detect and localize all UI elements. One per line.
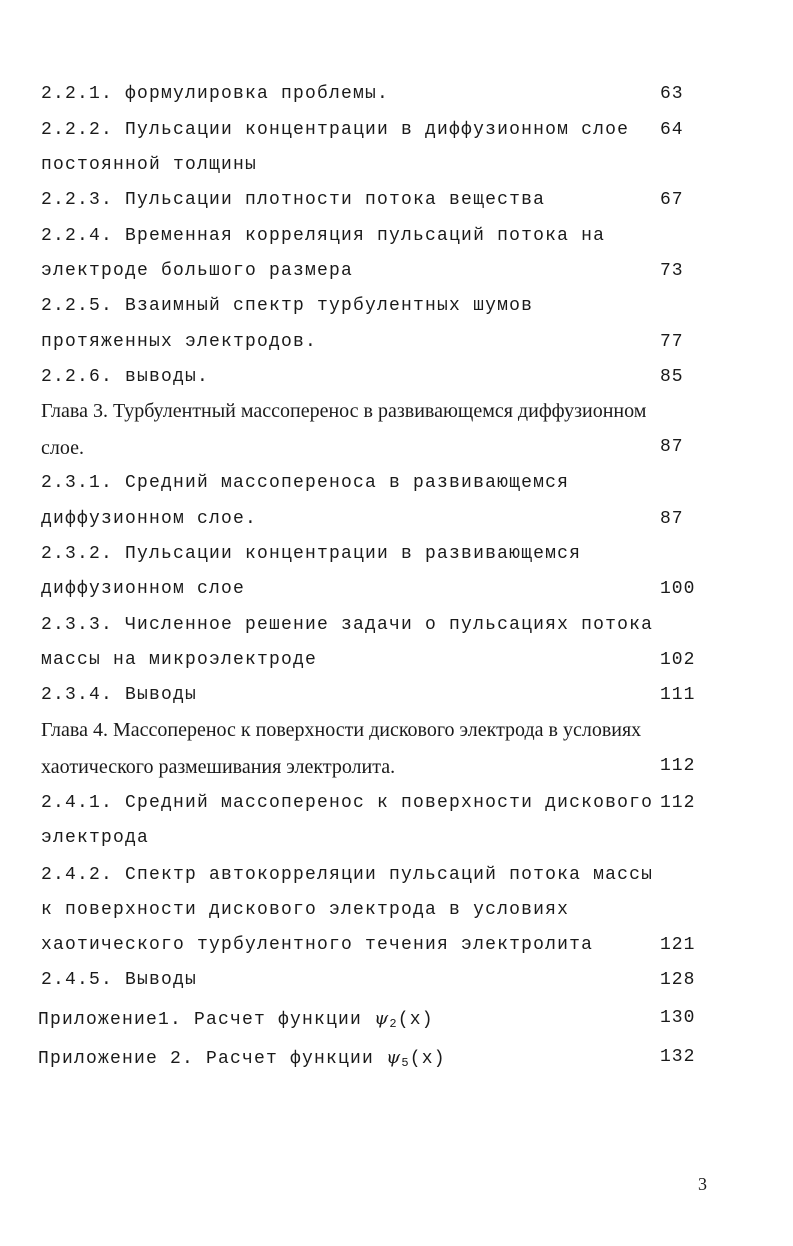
psi-subscript: 5 <box>401 1056 410 1070</box>
toc-entry-2-3-1-cont: диффузионном слое. <box>41 509 258 529</box>
toc-entry-2-2-2-cont: постоянной толщины <box>41 155 258 175</box>
toc-page-2-4-2: 121 <box>660 935 696 955</box>
appendix-2-prefix: Приложение 2. Расчет функции <box>38 1049 387 1069</box>
toc-page-2-2-2: 64 <box>660 120 684 140</box>
toc-entry-2-4-2: 2.4.2. Спектр автокорреляции пульсаций потока массы <box>41 865 654 885</box>
appendix-1-suffix: (x) <box>397 1010 434 1030</box>
toc-page-2-2-6: 85 <box>660 367 684 387</box>
toc-page-2-2-5: 77 <box>660 332 684 352</box>
toc-entry-2-4-1-cont: электрода <box>41 828 150 848</box>
toc-page-2-3-1: 87 <box>660 509 684 529</box>
toc-chapter-4: Глава 4. Массоперенос к поверхности дискового электрода в условиях <box>41 719 642 741</box>
toc-chapter-3: Глава 3. Турбулентный массоперенос в развивающемся диффузионном <box>41 400 647 422</box>
toc-page-2-3-2: 100 <box>660 579 696 599</box>
toc-page-2-3-3: 102 <box>660 650 696 670</box>
toc-entry-2-4-2-cont2: хаотического турбулентного течения электролита <box>41 935 594 955</box>
toc-page-chapter-3: 87 <box>660 437 684 457</box>
toc-entry-2-2-1: 2.2.1. формулировка проблемы. <box>41 84 390 104</box>
toc-entry-2-2-5: 2.2.5. Взаимный спектр турбулентных шумов <box>41 296 534 316</box>
toc-page-chapter-4: 112 <box>660 756 696 776</box>
toc-page-2-2-1: 63 <box>660 84 684 104</box>
toc-entry-2-4-5: 2.4.5. Выводы <box>41 970 198 990</box>
toc-entry-2-3-3: 2.3.3. Численное решение задачи о пульсациях потока <box>41 615 654 635</box>
toc-page-appendix-2: 132 <box>660 1047 696 1067</box>
toc-entry-2-2-3: 2.2.3. Пульсации плотности потока вещества <box>41 190 546 210</box>
toc-entry-2-3-2-cont: диффузионном слое <box>41 579 246 599</box>
toc-entry-2-3-1: 2.3.1. Средний массопереноса в развивающемся <box>41 473 570 493</box>
toc-entry-2-3-2: 2.3.2. Пульсации концентрации в развивающемся <box>41 544 582 564</box>
psi-symbol: ψ <box>374 1008 390 1029</box>
page-number: 3 <box>698 1174 707 1194</box>
toc-entry-2-4-1: 2.4.1. Средний массоперенос к поверхности дискового <box>41 793 654 813</box>
toc-chapter-4-cont: хаотического размешивания электролита. <box>41 756 396 778</box>
appendix-1-prefix: Приложение1. Расчет функции <box>38 1010 375 1030</box>
toc-entry-2-4-2-cont1: к поверхности дискового электрода в условиях <box>41 900 570 920</box>
toc-chapter-3-cont: слое. <box>41 437 84 459</box>
psi-symbol: ψ <box>386 1047 402 1068</box>
toc-page-2-3-4: 111 <box>660 685 696 705</box>
appendix-2-suffix: (x) <box>409 1049 446 1069</box>
toc-page-2-2-3: 67 <box>660 190 684 210</box>
toc-entry-2-3-4: 2.3.4. Выводы <box>41 685 198 705</box>
toc-page-2-4-1: 112 <box>660 793 696 813</box>
toc-appendix-2 <box>38 1047 446 1070</box>
psi-subscript: 2 <box>389 1017 398 1031</box>
toc-entry-2-2-6: 2.2.6. выводы. <box>41 367 210 387</box>
toc-entry-2-2-2: 2.2.2. Пульсации концентрации в диффузионном слое <box>41 120 630 140</box>
toc-entry-2-2-4-cont: электроде большого размера <box>41 261 354 281</box>
toc-entry-2-2-5-cont: протяженных электродов. <box>41 332 318 352</box>
toc-entry-2-2-4: 2.2.4. Временная корреляция пульсаций потока на <box>41 226 606 246</box>
toc-appendix-1 <box>38 1008 434 1031</box>
toc-page-2-4-5: 128 <box>660 970 696 990</box>
toc-page-appendix-1: 130 <box>660 1008 696 1028</box>
toc-entry-2-3-3-cont: массы на микроэлектроде <box>41 650 318 670</box>
toc-page-2-2-4: 73 <box>660 261 684 281</box>
